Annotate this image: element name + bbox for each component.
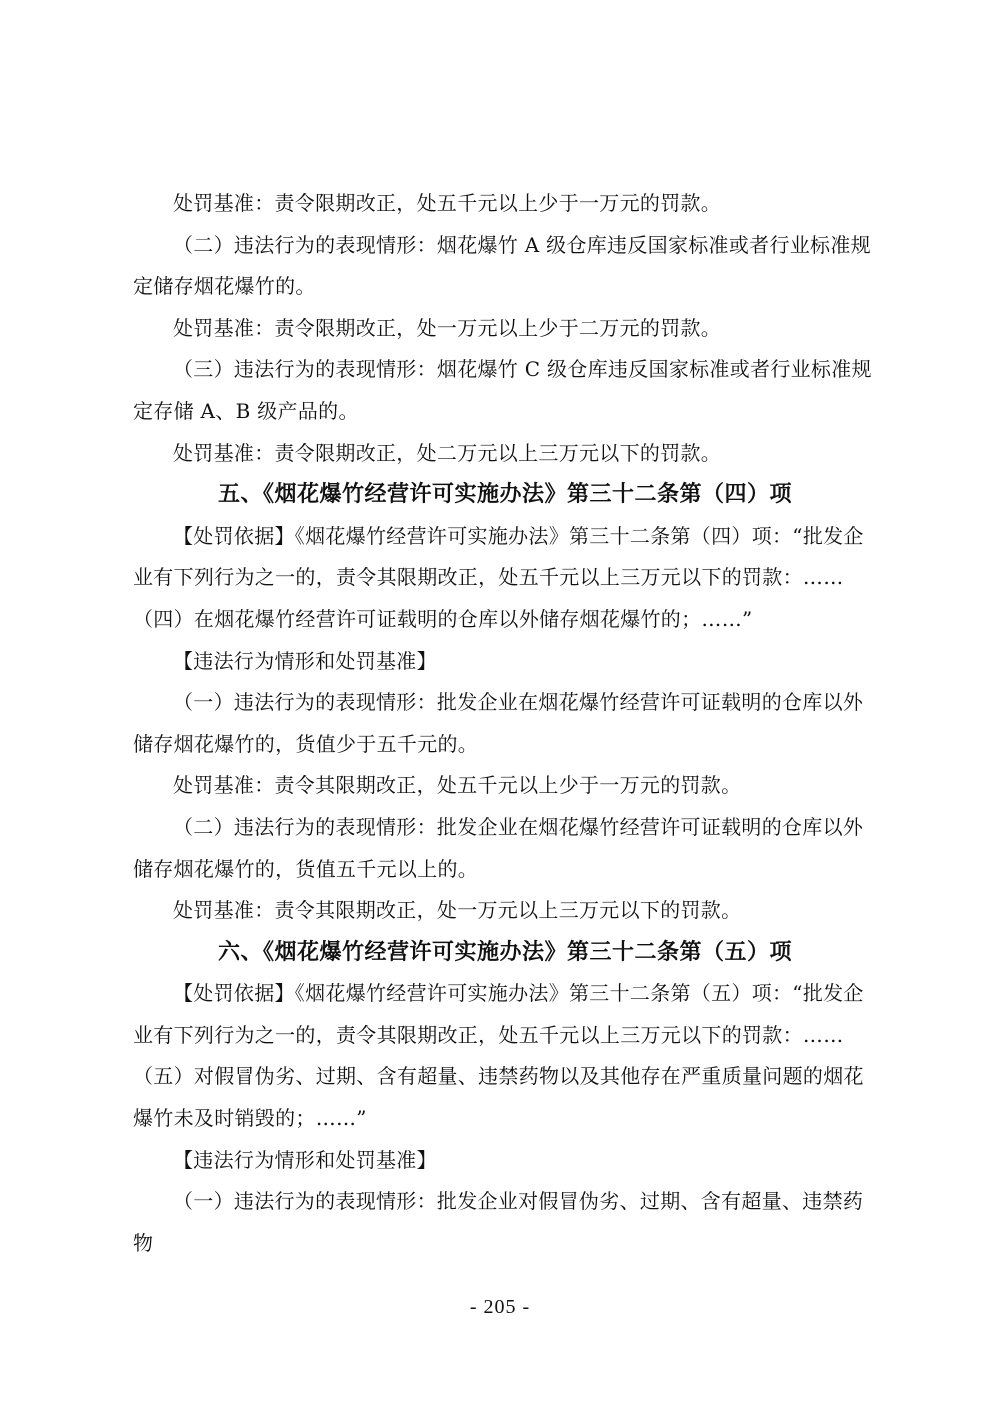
paragraph-subheading-5: 【违法行为情形和处罚基准】 — [173, 648, 437, 673]
section-heading-5: 五、《烟花爆竹经营许可实施办法》第三十二条第（四）项 — [217, 481, 792, 508]
paragraph-penalty-basis-5: 【处罚依据】《烟花爆竹经营许可实施办法》第三十二条第（四）项：“批发企业有下列行为之一的，责令其限期改正，处五千元以上三万元以下的罚款：……（四）在烟花爆竹经营许可证载明的仓库以外储存烟花爆竹的；……” — [133, 523, 864, 631]
paragraph-violation-case-5-2: （二）违法行为的表现情形：批发企业在烟花爆竹经营许可证载明的仓库以外储存烟花爆竹的，货值五千元以上的。 — [133, 814, 864, 881]
paragraph-subheading-6: 【违法行为情形和处罚基准】 — [173, 1147, 437, 1172]
paragraph-penalty-standard-5-2: 处罚基准：责令其限期改正，处一万元以上三万元以下的罚款。 — [173, 898, 742, 923]
paragraph-penalty-standard-2: 处罚基准：责令限期改正，处一万元以上少于二万元的罚款。 — [173, 315, 722, 340]
page-number: - 205 - — [469, 1296, 531, 1318]
paragraph-penalty-basis-6: 【处罚依据】《烟花爆竹经营许可实施办法》第三十二条第（五）项：“批发企业有下列行为之一的，责令其限期改正，处五千元以上三万元以下的罚款：……（五）对假冒伪劣、过期、含有超量、违禁药物以及其他存在严重质量问题的烟花爆竹未及时销毁的；……” — [133, 981, 864, 1131]
document-body — [133, 183, 877, 1264]
paragraph-penalty-standard-1: 处罚基准：责令限期改正，处五千元以上少于一万元的罚款。 — [173, 191, 722, 215]
paragraph-penalty-standard-3: 处罚基准：责令限期改正，处二万元以上三万元以下的罚款。 — [173, 440, 722, 465]
paragraph-violation-case-5-1: （一）违法行为的表现情形：批发企业在烟花爆竹经营许可证载明的仓库以外储存烟花爆竹的，货值少于五千元的。 — [133, 690, 864, 756]
paragraph-violation-case-3: （三）违法行为的表现情形：烟花爆竹 C 级仓库违反国家标准或者行业标准规定存储 A、B 级产品的。 — [133, 357, 872, 423]
paragraph-penalty-standard-5-1: 处罚基准：责令其限期改正，处五千元以上少于一万元的罚款。 — [173, 773, 742, 798]
paragraph-violation-case-2: （二）违法行为的表现情形：烟花爆竹 A 级仓库违反国家标准或者行业标准规定储存烟花爆竹的。 — [133, 232, 871, 299]
section-heading-6: 六、《烟花爆竹经营许可实施办法》第三十二条第（五）项 — [217, 938, 792, 965]
paragraph-violation-case-6-1: （一）违法行为的表现情形：批发企业对假冒伪劣、过期、含有超量、违禁药物 — [133, 1189, 864, 1255]
